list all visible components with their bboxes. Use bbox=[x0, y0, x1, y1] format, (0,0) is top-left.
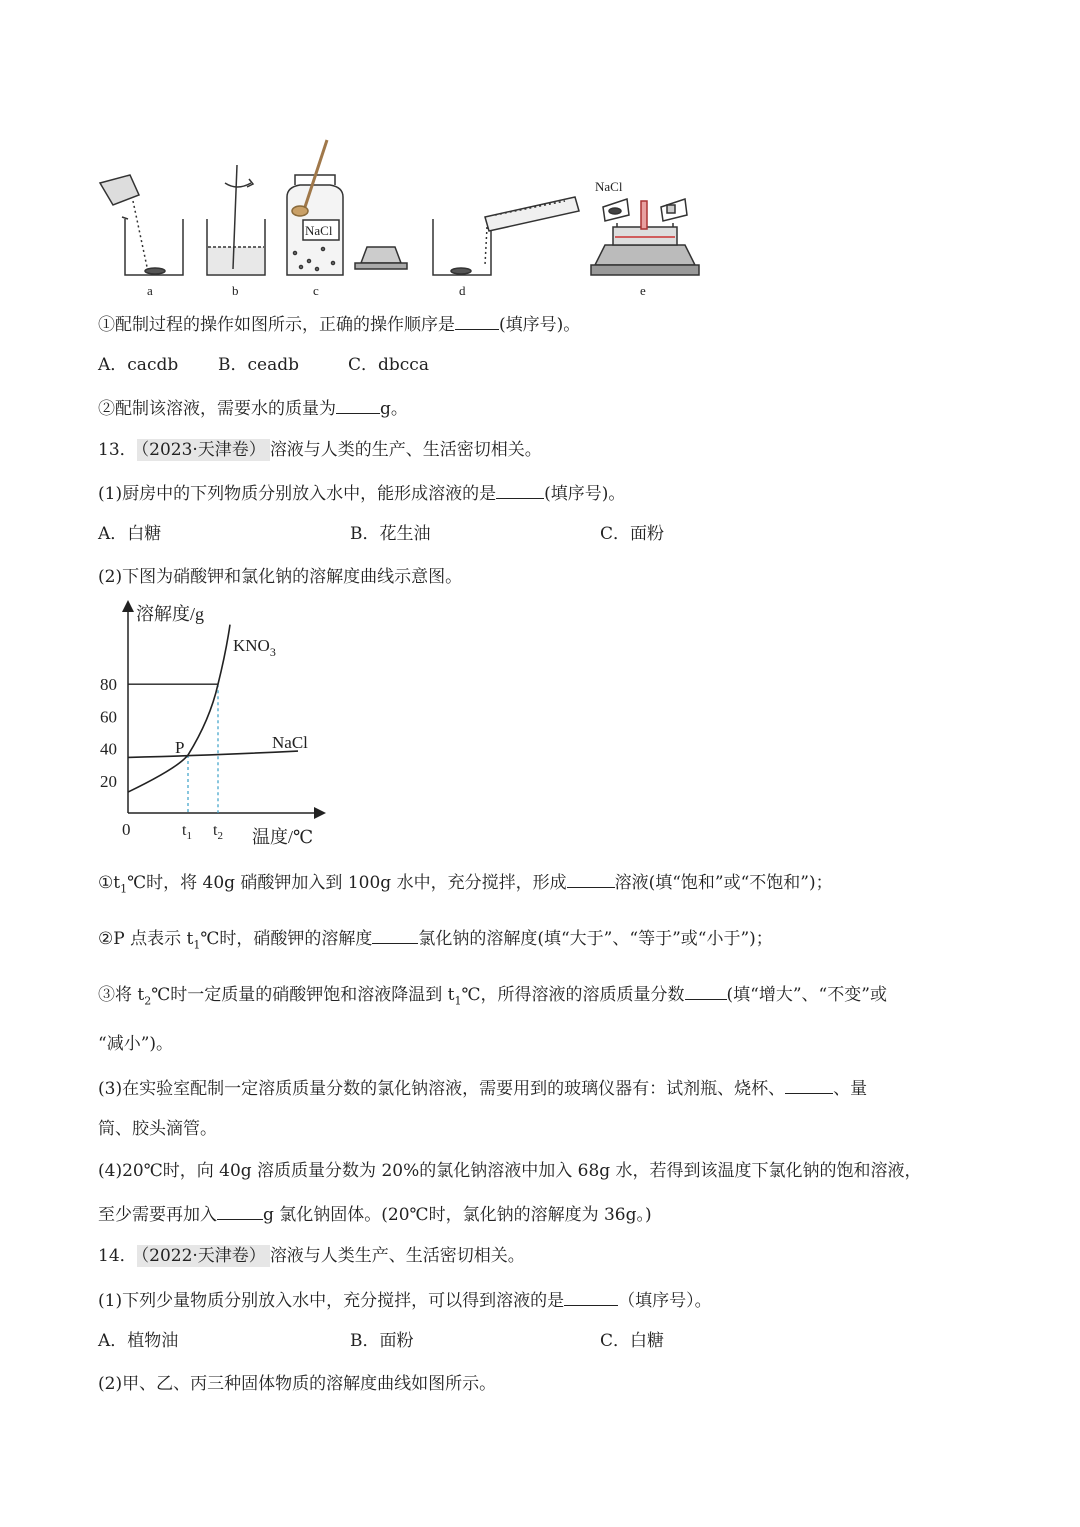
q12-part2-text: ②配制该溶液，需要水的质量为 bbox=[98, 399, 336, 419]
balance-nacl-label: NaCl bbox=[595, 179, 623, 194]
q12-option-a: A．cacdb bbox=[98, 355, 179, 375]
answer-blank[interactable] bbox=[564, 1287, 618, 1306]
q12-part2-suffix: g。 bbox=[380, 399, 408, 419]
solubility-chart bbox=[90, 598, 340, 853]
q13-option-a: A．白糖 bbox=[98, 524, 162, 544]
t2-tick-label: $t_2$ bbox=[213, 822, 223, 842]
q12-option-c: C．dbcca bbox=[348, 355, 429, 375]
q13-p4: (4)20℃时，向 40g 溶质质量分数为 20%的氯化钠溶液中加入 68g 水，若得到该温度下氯化钠的饱和溶液， bbox=[98, 1161, 922, 1181]
q12-option-b: B．ceadb bbox=[218, 355, 299, 375]
t1-tick-label: $t_1$ bbox=[182, 822, 192, 842]
q12-options bbox=[98, 353, 429, 377]
q14-option-a: A．植物油 bbox=[98, 1331, 179, 1351]
q13-sub2: ②P 点表示 $t_1℃$时，硝酸钾的溶解度 氯化钠的溶解度(填“大于”、“等于”或“小于”)； bbox=[98, 925, 773, 957]
answer-blank[interactable] bbox=[455, 311, 499, 330]
answer-blank[interactable] bbox=[567, 869, 615, 888]
kno3-label: $KNO_3$ bbox=[233, 636, 276, 659]
nacl-bottle-label: NaCl bbox=[305, 223, 333, 238]
q13-p1-suffix: (填序号)。 bbox=[544, 484, 626, 504]
origin-label: 0 bbox=[122, 820, 131, 839]
q14-stem-text: 溶液与人类生产、生活密切相关。 bbox=[269, 1246, 525, 1266]
q13-sub1: $①t_1℃$时，将 40g 硝酸钾加入到 100g 水中，充分搅拌，形成 溶液(填“饱和”或“不饱和”)； bbox=[98, 869, 833, 901]
kno3-curve bbox=[128, 625, 230, 792]
apparatus-d bbox=[433, 197, 579, 275]
q13-sub3: ③将 $t_2℃$时一定质量的硝酸钾饱和溶液降温到 $t_1℃$，所得溶液的溶质质量分数 (填“增大”、“不变”或 bbox=[98, 981, 887, 1013]
q12-part1-suffix: (填序号)。 bbox=[499, 315, 581, 335]
answer-blank[interactable] bbox=[372, 925, 418, 944]
apparatus-a bbox=[100, 175, 183, 275]
q13-stem bbox=[98, 438, 542, 462]
answer-blank[interactable] bbox=[336, 395, 380, 414]
answer-blank[interactable] bbox=[217, 1201, 263, 1220]
apparatus-e bbox=[591, 199, 699, 275]
apparatus-c bbox=[287, 140, 343, 275]
nacl-label: NaCl bbox=[272, 733, 308, 752]
source-tag: （2022·天津卷） bbox=[137, 1245, 270, 1267]
y-tick-label: 40 bbox=[100, 739, 117, 759]
answer-blank[interactable] bbox=[785, 1075, 833, 1094]
apparatus-b bbox=[207, 165, 265, 275]
q13-sub3-cont: “减小”)。 bbox=[98, 1034, 174, 1054]
q13-p3-cont: 筒、胶头滴管。 bbox=[98, 1119, 217, 1139]
y-axis-label: 溶解度/g bbox=[136, 604, 205, 624]
apparatus-stopper bbox=[355, 247, 407, 269]
q13-stem-text: 溶液与人类的生产、生活密切相关。 bbox=[269, 440, 542, 460]
q13-p1 bbox=[98, 480, 625, 506]
apparatus-label-e: e bbox=[640, 283, 646, 298]
q14-stem bbox=[98, 1244, 525, 1268]
apparatus-label-b: b bbox=[232, 283, 239, 298]
point-p-label: P bbox=[175, 738, 185, 757]
answer-blank[interactable] bbox=[496, 480, 544, 499]
q13-options bbox=[98, 522, 664, 546]
q13-option-b: B．花生油 bbox=[350, 524, 431, 544]
apparatus-figure bbox=[95, 135, 705, 300]
question-number: 13． bbox=[98, 440, 137, 460]
apparatus-label-c: c bbox=[313, 283, 319, 298]
q14-option-c: C．白糖 bbox=[600, 1331, 665, 1351]
q12-part1-text: ①配制过程的操作如图所示，正确的操作顺序是 bbox=[98, 315, 455, 335]
q13-option-c: C．面粉 bbox=[600, 524, 665, 544]
answer-blank[interactable] bbox=[685, 981, 727, 1000]
q13-p3: (3)在实验室配制一定溶质质量分数的氯化钠溶液，需要用到的玻璃仪器有：试剂瓶、烧杯、 、量 bbox=[98, 1075, 867, 1101]
question-number: 14． bbox=[98, 1246, 137, 1266]
q14-option-b: B．面粉 bbox=[350, 1331, 414, 1351]
x-axis-label: 温度/℃ bbox=[252, 827, 314, 847]
source-tag: （2023·天津卷） bbox=[137, 439, 270, 461]
q13-p1-text: (1)厨房中的下列物质分别放入水中，能形成溶液的是 bbox=[98, 484, 497, 504]
q12-part1 bbox=[98, 311, 580, 337]
q14-p2: (2)甲、乙、丙三种固体物质的溶解度曲线如图所示。 bbox=[98, 1374, 497, 1394]
q14-options bbox=[98, 1329, 664, 1353]
q13-p2: (2)下图为硝酸钾和氯化钠的溶解度曲线示意图。 bbox=[98, 567, 463, 587]
y-tick-label: 80 bbox=[100, 675, 117, 695]
apparatus-label-a: a bbox=[147, 283, 153, 298]
q12-part2 bbox=[98, 395, 408, 421]
y-tick-label: 60 bbox=[100, 707, 117, 727]
q13-p4-cont: 至少需要再加入 g 氯化钠固体。(20℃时，氯化钠的溶解度为 36g。) bbox=[98, 1201, 652, 1227]
q14-p1: (1)下列少量物质分别放入水中，充分搅拌，可以得到溶液的是 （填序号）。 bbox=[98, 1287, 712, 1313]
y-tick-label: 20 bbox=[100, 771, 117, 791]
apparatus-label-d: d bbox=[459, 283, 466, 298]
